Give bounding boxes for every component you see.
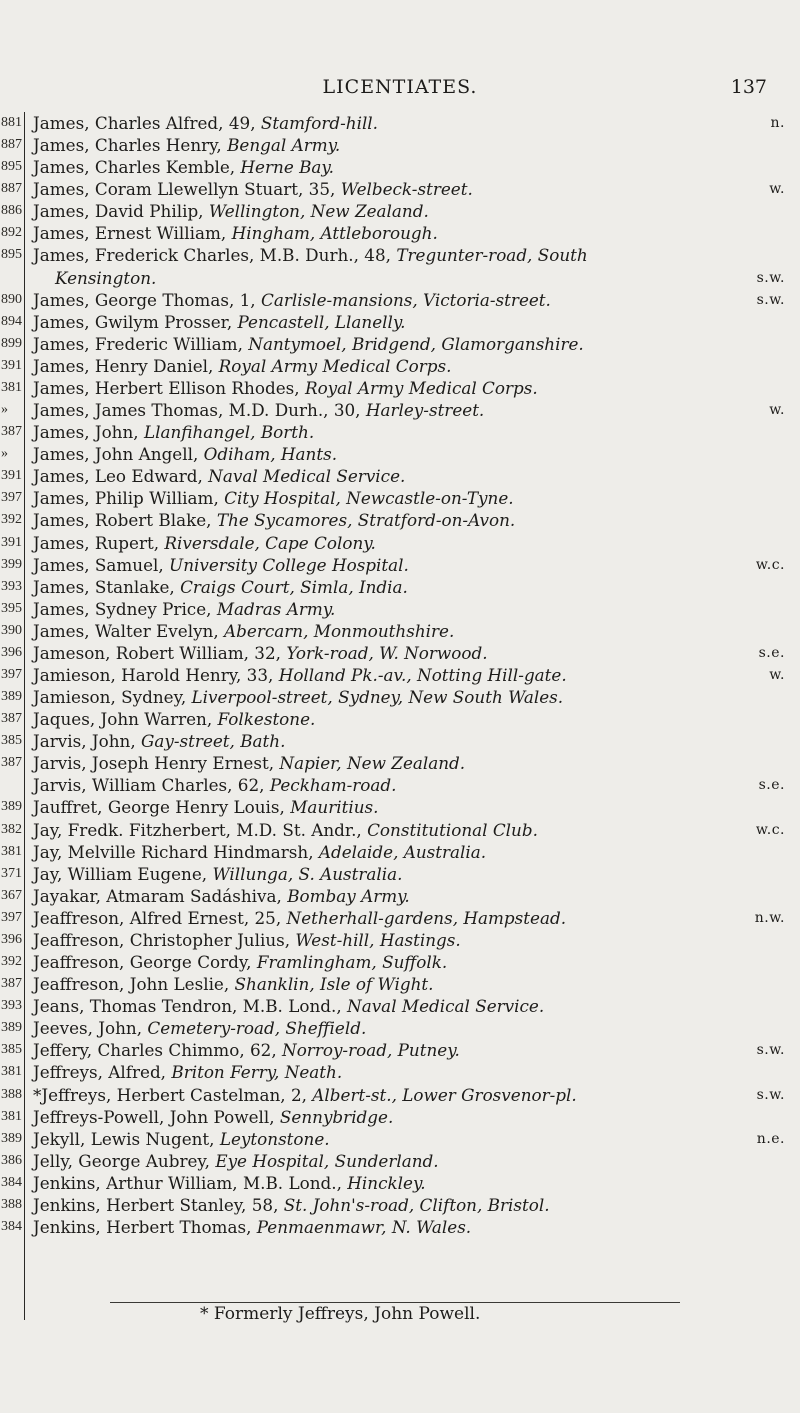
entry-name: Jeans, Thomas Tendron, M.B. Lond., <box>33 996 348 1017</box>
margin-number: 382 <box>1 821 22 837</box>
entry <box>33 355 785 377</box>
margin-number: 881 <box>1 115 22 130</box>
margin-number: 381 <box>1 843 22 859</box>
margin-number: 894 <box>1 313 22 329</box>
entry-address: Norroy-road, Putney. <box>282 1040 460 1061</box>
entry-postal-district: w. <box>769 667 785 683</box>
entry-address: Penmaenmawr, N. Wales. <box>256 1217 472 1237</box>
entry-address: Royal Army Medical Corps. <box>218 355 452 376</box>
entry-name: Jeeves, John, <box>33 1018 148 1039</box>
entry <box>33 642 785 664</box>
entry-address: Bombay Army. <box>287 885 410 906</box>
entry <box>33 576 785 598</box>
entry-name: Jaques, John Warren, <box>33 709 218 730</box>
page-number: 137 <box>730 76 767 98</box>
entry-name: James, Sydney Price, <box>33 598 217 619</box>
entry <box>33 796 785 818</box>
entry <box>33 465 785 487</box>
entry-address: Framlingham, Suffolk. <box>256 952 448 973</box>
entry-name: Jeffery, Charles Chimmo, 62, <box>33 1040 283 1061</box>
margin-number: » <box>1 446 8 462</box>
entry <box>33 178 785 200</box>
entry-address: City Hospital, Newcastle-on-Tyne. <box>224 488 514 509</box>
entry-postal-district: w. <box>769 181 785 198</box>
entry-address: Herne Bay. <box>240 157 335 178</box>
entry-name: James, Rupert, <box>33 532 165 553</box>
entry-address: Napier, New Zealand. <box>279 753 466 774</box>
entry-postal-district: w.c. <box>755 821 785 838</box>
entry <box>33 487 785 509</box>
entry-address: Briton Ferry, Neath. <box>171 1062 343 1083</box>
entry-address: Bengal Army. <box>227 135 341 156</box>
entry-postal-district: n.e. <box>756 1130 785 1147</box>
entry-address: Mauritius. <box>290 797 379 818</box>
margin-number: 397 <box>1 667 22 682</box>
entry-name: Jelly, George Aubrey, <box>33 1150 216 1171</box>
margin-number: 391 <box>1 534 22 550</box>
entry-name: James, Philip William, <box>33 488 225 509</box>
entry-address: York-road, W. Norwood. <box>286 642 488 663</box>
entry <box>33 995 785 1017</box>
entry <box>33 1061 785 1083</box>
entry <box>33 885 785 907</box>
entry-address: Carlisle-mansions, Victoria-street. <box>260 289 551 310</box>
entry-name: James, John, <box>33 422 144 443</box>
entry-name: James, Herbert Ellison Rhodes, <box>33 377 305 398</box>
margin-number: 389 <box>1 1130 22 1146</box>
entry-name: Jayakar, Atmaram Sadáshiva, <box>33 885 288 906</box>
entry <box>33 1017 785 1039</box>
entry <box>33 686 785 708</box>
entry <box>33 1039 785 1061</box>
entry-address: Peckham-road. <box>269 775 397 796</box>
entry <box>33 532 785 554</box>
margin-number: 886 <box>1 203 22 219</box>
entry <box>33 311 785 333</box>
entry-name: Jeaffreson, Alfred Ernest, 25, <box>33 907 287 928</box>
entry <box>33 421 785 443</box>
page-header <box>0 76 800 106</box>
margin-number: 386 <box>1 1152 22 1168</box>
margin-number: 392 <box>1 512 22 528</box>
entry-name: Jay, Melville Richard Hindmarsh, <box>33 841 319 862</box>
entry-address: Wellington, New Zealand. <box>208 201 429 222</box>
margin-number: 381 <box>1 1064 22 1080</box>
entry <box>33 1106 785 1128</box>
entry-postal-district: s.w. <box>756 269 785 286</box>
entry-address: Nantymoel, Bridgend, Glamorganshire. <box>248 333 584 354</box>
entry-name: Jamieson, Harold Henry, 33, <box>33 665 279 685</box>
entry-name: Jenkins, Herbert Thomas, <box>33 1217 257 1237</box>
margin-number: 396 <box>1 644 22 660</box>
footnote-rule <box>110 1302 680 1303</box>
entry-postal-district: w.c. <box>755 556 785 573</box>
entry <box>33 554 785 576</box>
entry-name: Jarvis, John, <box>33 731 141 752</box>
entry-address: Craigs Court, Simla, India. <box>180 576 408 597</box>
entry-name: James, John Angell, <box>33 444 204 465</box>
entry-address: Naval Medical Service. <box>208 466 406 487</box>
entry-address: Eye Hospital, Sunderland. <box>215 1150 439 1171</box>
entry-address: Netherhall-gardens, Hampstead. <box>286 907 567 928</box>
entry <box>33 819 785 841</box>
entry-postal-district: w. <box>769 402 785 419</box>
entry-address: Liverpool-street, Sydney, New South Wales. <box>191 687 564 708</box>
entry-postal-district: s.w. <box>756 291 785 308</box>
entry <box>33 1216 785 1238</box>
entry <box>33 134 785 156</box>
entry <box>33 1084 785 1106</box>
entry <box>33 841 785 863</box>
margin-number: 397 <box>1 490 22 506</box>
margin-number: 892 <box>1 225 22 241</box>
entry <box>33 1150 785 1172</box>
entry-name: Jeaffreson, George Cordy, <box>33 952 257 973</box>
entry-name: Jay, Fredk. Fitzherbert, M.D. St. Andr., <box>33 819 368 840</box>
entry-address: Royal Army Medical Corps. <box>304 377 538 398</box>
margin-number: 388 <box>1 1086 22 1102</box>
entry-name: Jameson, Robert William, 32, <box>33 642 287 663</box>
entry-address: Welbeck-street. <box>340 179 473 200</box>
margin-number: » <box>1 402 8 418</box>
margin-number: 887 <box>1 181 22 197</box>
margin-number: 384 <box>1 1174 22 1190</box>
entry-address: Stamford-hill. <box>260 113 379 133</box>
entry-name: James, Walter Evelyn, <box>33 620 225 641</box>
entry-address: The Sycamores, Stratford-on-Avon. <box>216 510 516 531</box>
entry-name: Jarvis, Joseph Henry Ernest, <box>33 753 280 774</box>
entry-address: Hinckley. <box>347 1172 426 1193</box>
entry-address: Folkestone. <box>217 709 316 730</box>
entry-name: Jeffreys, Alfred, <box>33 1062 172 1083</box>
entry-name: James, Charles Henry, <box>33 135 228 156</box>
margin-number: 387 <box>1 976 22 992</box>
entry <box>33 399 785 421</box>
margin-number: 396 <box>1 931 22 947</box>
entry-name: James, Gwilym Prosser, <box>33 311 238 332</box>
entry <box>33 112 785 134</box>
margin-number: 387 <box>1 424 22 440</box>
entry-name: James, George Thomas, 1, <box>33 289 261 310</box>
entry <box>33 951 785 973</box>
entry <box>33 443 785 465</box>
footnote: * Formerly Jeffreys, John Powell. <box>200 1304 481 1324</box>
entry-address: Kensington. <box>55 267 157 288</box>
entry-address: Adelaide, Australia. <box>318 841 487 862</box>
entry-address: Hingham, Attleborough. <box>231 223 438 244</box>
entry-address: Riversdale, Cape Colony. <box>164 532 376 553</box>
entry-name: James, Robert Blake, <box>33 510 217 531</box>
entry-name: James, Frederick Charles, M.B. Durh., 48, <box>33 245 397 266</box>
margin-number: 895 <box>1 159 22 175</box>
entry-name: James, Ernest William, <box>33 223 232 244</box>
entry-postal-district: n.w. <box>754 909 785 926</box>
margin-number: 385 <box>1 733 22 749</box>
entry-name: Jeaffreson, John Leslie, <box>33 974 235 995</box>
entry <box>33 244 785 266</box>
entry-address: St. John's-road, Clifton, Bristol. <box>283 1194 550 1215</box>
margin-number: 381 <box>1 379 22 395</box>
margin-number: 392 <box>1 954 22 970</box>
entry-name: James, James Thomas, M.D. Durh., 30, <box>33 400 366 421</box>
entry-address: Gay-street, Bath. <box>141 731 286 752</box>
entry-name: James, Stanlake, <box>33 576 181 597</box>
margin-number: 393 <box>1 578 22 594</box>
entry-address: Albert-st., Lower Grosvenor-pl. <box>312 1084 577 1105</box>
margin-number: 389 <box>1 799 22 815</box>
entry <box>33 333 785 355</box>
entry-address: Cemetery-road, Sheffield. <box>147 1018 367 1039</box>
entry-address: University College Hospital. <box>169 554 409 575</box>
entry-name: James, Leo Edward, <box>33 466 209 487</box>
entry-name: Jekyll, Lewis Nugent, <box>33 1128 220 1149</box>
entry-postal-district: s.e. <box>758 644 785 661</box>
entry <box>33 289 785 311</box>
entry <box>33 708 785 730</box>
entry-address: Shanklin, Isle of Wight. <box>234 974 434 995</box>
entry <box>33 730 785 752</box>
entry-address: Holland Pk.-av., Notting Hill-gate. <box>278 665 567 685</box>
entry-name: Jamieson, Sydney, <box>33 687 192 708</box>
entry <box>33 509 785 531</box>
entry-address: Naval Medical Service. <box>347 996 545 1017</box>
entry <box>33 598 785 620</box>
entry <box>33 267 785 289</box>
entry-name: Jay, William Eugene, <box>33 863 213 884</box>
entry-name: James, Samuel, <box>33 554 170 575</box>
running-head: LICENTIATES. <box>322 76 478 98</box>
entry-name: Jenkins, Arthur William, M.B. Lond., <box>33 1172 348 1193</box>
entry-name: James, Coram Llewellyn Stuart, 35, <box>33 179 341 200</box>
entry <box>33 907 785 929</box>
margin-number: 387 <box>1 755 22 771</box>
entry-address: Tregunter-road, South <box>396 245 588 266</box>
margin-number: 371 <box>1 865 22 881</box>
margin-number: 397 <box>1 909 22 925</box>
entry-address: Constitutional Club. <box>367 819 538 840</box>
entry <box>33 664 785 686</box>
margin-number: 391 <box>1 468 22 484</box>
entry-name: James, Charles Kemble, <box>33 157 241 178</box>
margin-column <box>0 112 25 1320</box>
entry-address: West-hill, Hastings. <box>295 929 461 950</box>
margin-number: 887 <box>1 137 22 153</box>
entry-name: Jeaffreson, Christopher Julius, <box>33 929 296 950</box>
entry-postal-district: s.w. <box>756 1086 785 1103</box>
entry <box>33 377 785 399</box>
entry-address: Llanfihangel, Borth. <box>143 422 315 443</box>
entry-name: James, Charles Alfred, 49, <box>33 113 261 133</box>
margin-number: 381 <box>1 1108 22 1124</box>
entry <box>33 752 785 774</box>
margin-number: 389 <box>1 689 22 705</box>
entry-postal-district: s.e. <box>758 777 785 794</box>
margin-number: 367 <box>1 887 22 903</box>
entry-name: Jenkins, Herbert Stanley, 58, <box>33 1194 284 1215</box>
margin-number: 895 <box>1 247 22 263</box>
entry-address: Willunga, S. Australia. <box>212 863 403 884</box>
entry-address: Pencastell, Llanelly. <box>237 311 406 332</box>
margin-number: 393 <box>1 998 22 1014</box>
entry-name: James, Frederic William, <box>33 333 249 354</box>
entry-address: Harley-street. <box>365 400 485 421</box>
entry <box>33 222 785 244</box>
entry <box>33 620 785 642</box>
entry-name: *Jeffreys, Herbert Castelman, 2, <box>33 1084 313 1105</box>
margin-number: 395 <box>1 600 22 616</box>
entry-address: Odiham, Hants. <box>203 444 338 465</box>
margin-number: 387 <box>1 711 22 727</box>
margin-number: 890 <box>1 291 22 307</box>
margin-number: 385 <box>1 1042 22 1058</box>
entry-name: James, David Philip, <box>33 201 209 222</box>
entry-address: Madras Army. <box>216 598 336 619</box>
entry-name: Jauffret, George Henry Louis, <box>33 797 291 818</box>
entry-postal-district: n. <box>770 115 785 131</box>
margin-number: 390 <box>1 622 22 638</box>
entry <box>33 973 785 995</box>
entry <box>33 1172 785 1194</box>
entry-address: Abercarn, Monmouthshire. <box>224 620 455 641</box>
margin-number: 384 <box>1 1219 22 1234</box>
entry <box>33 1194 785 1216</box>
entry <box>33 863 785 885</box>
margin-number: 899 <box>1 335 22 351</box>
entry-address: Sennybridge. <box>279 1106 394 1127</box>
margin-number: 389 <box>1 1020 22 1036</box>
entry-name: Jarvis, William Charles, 62, <box>33 775 270 796</box>
entry <box>33 929 785 951</box>
entry-name: Jeffreys-Powell, John Powell, <box>33 1106 280 1127</box>
margin-number: 388 <box>1 1196 22 1212</box>
entry <box>33 774 785 796</box>
entry <box>33 156 785 178</box>
entry-name: James, Henry Daniel, <box>33 355 219 376</box>
margin-number: 391 <box>1 357 22 373</box>
entry-postal-district: s.w. <box>756 1042 785 1059</box>
margin-number: 399 <box>1 556 22 572</box>
entry <box>33 200 785 222</box>
entry <box>33 1128 785 1150</box>
entry-address: Leytonstone. <box>219 1128 330 1149</box>
